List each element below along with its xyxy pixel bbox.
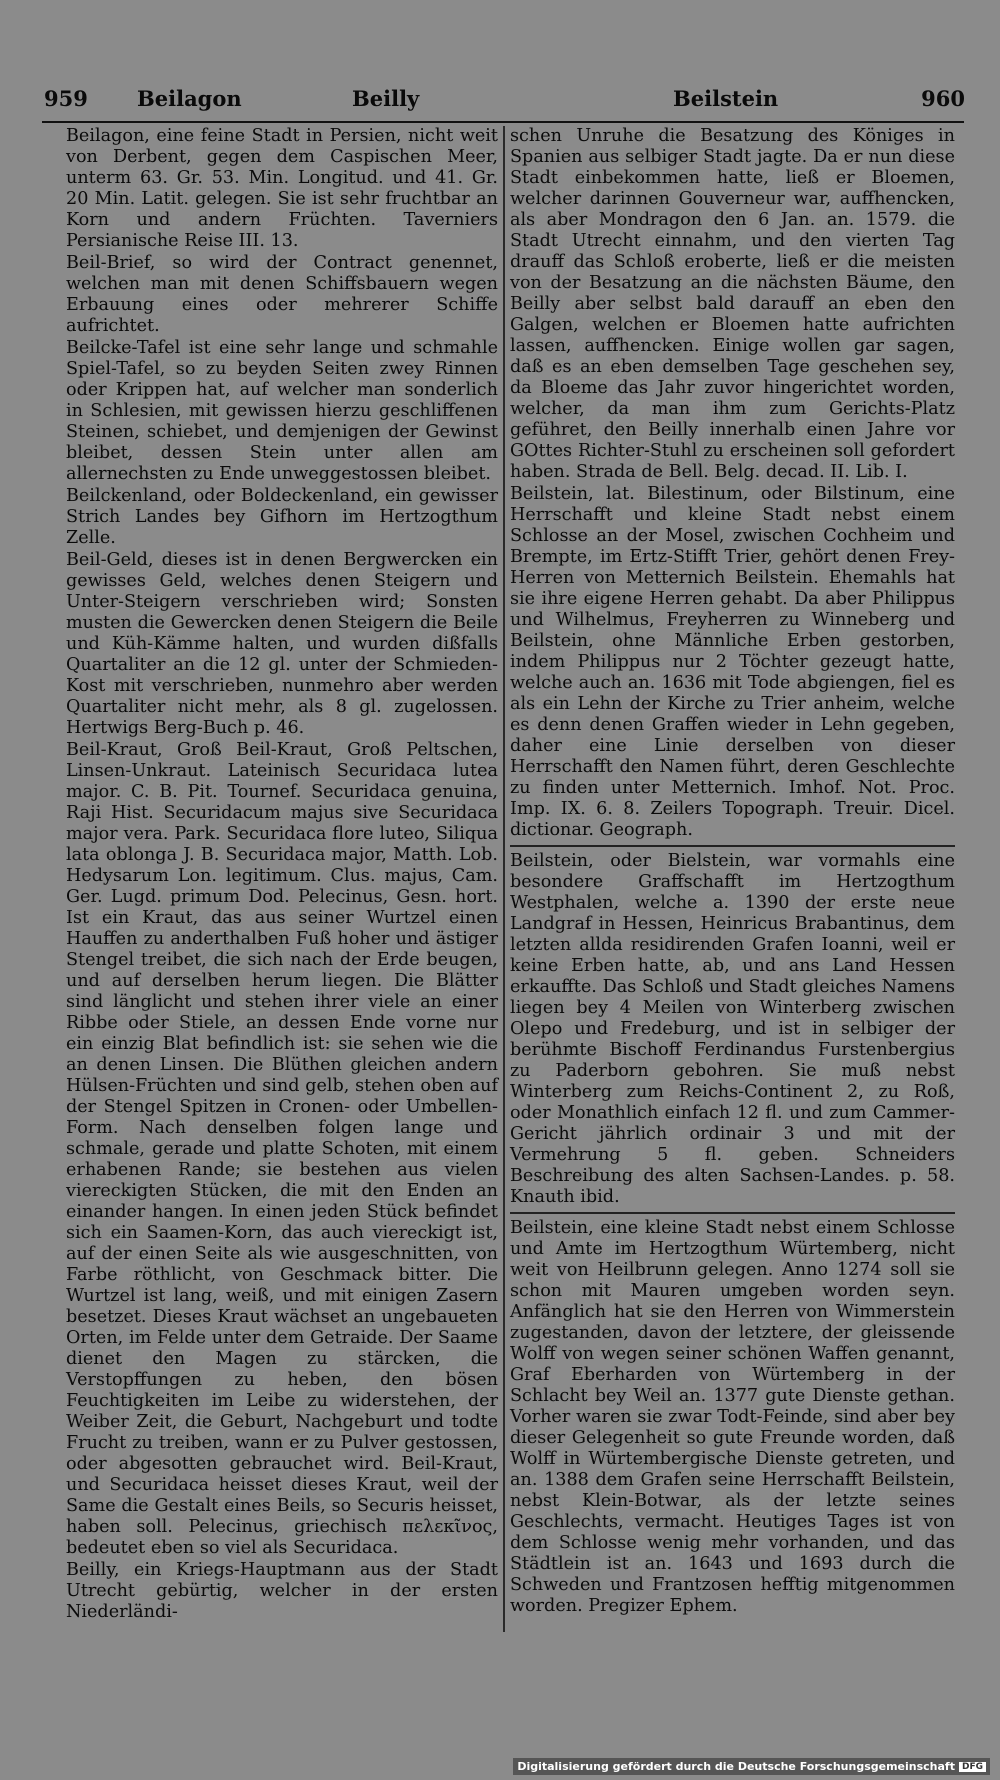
left-column: [66, 126, 498, 1630]
header-rule: [42, 121, 964, 123]
entry-beil-brief: Beil-Brief, so wird der Contract genennet, welchen man mit denen Schiffsbauern wegen Erbauung eines oder mehrerer Schiffe aufrichtet.: [66, 253, 498, 336]
entry-beil-geld: Beil-Geld, dieses ist in denen Bergwercken ein gewisses Geld, welches denen Steigern und Unter-Steigern verschrieben wird; Sonsten musten die Gewercken denen Steigern die Beile und Küh-Kämme halten, und wurden dißfalls Quartaliter an die 12 gl. unter der Schmieden-Kost mit verschrieben, nunmehro aber werden Quartaliter nicht mehr, als 8 gl. zugelossen. Hertwigs Berg-Buch p. 46.: [66, 550, 498, 738]
dfg-logo: DFG: [959, 1762, 986, 1772]
footer-text: Digitalisierung gefördert durch die Deutsche Forschungsgemeinschaft: [517, 1760, 955, 1773]
entry-separator: [510, 1212, 955, 1214]
entry-beilstein-westphalen: Beilstein, oder Bielstein, war vormahls eine besondere Graffschafft im Hertzogthum Westphalen, welche a. 1390 der erste neue Landgraf in Hessen, Heinricus Brabantinus, dem letzten allda residirenden Grafen Ioanni, weil er keine Erben hatte, ab, und ans Land Hessen erkauffte. Das Schloß und Stadt gleiches Namens liegen bey 4 Meilen von Winterberg zwischen Olepo und Fredeburg, und ist in selbiger der berühmte Bischoff Ferdinandus Furstenbergius zu Paderborn gebohren. Sie muß nebst Winterberg zum Reichs-Continent 2, zu Roß, oder Monathlich einfach 12 fl. und zum Cammer-Gericht jährlich ordinair 3 und mit der Vermehrung 5 fl. geben. Schneiders Beschreibung des alten Sachsen-Landes. p. 58. Knauth ibid.: [510, 851, 955, 1207]
column-divider: [503, 126, 505, 1632]
entry-separator: [510, 845, 955, 847]
page-number-right: 960: [921, 86, 965, 111]
entry-beilly: Beilly, ein Kriegs-Hauptmann aus der Stadt Utrecht gebürtig, welcher in der ersten Niederländi-: [66, 1560, 498, 1622]
entry-beilly-continued: schen Unruhe die Besatzung des Königes in Spanien aus selbiger Stadt jagte. Da er nun diese Stadt einbekommen hatte, ließ er Bloemen, welcher darinnen Gouverneur war, auffhencken, als aber Mondragon den 6 Jan. an. 1579. die Stadt Utrecht einnahm, und den vierten Tag drauff das Schloß eroberte, ließ er die meisten von der Besatzung an die nächsten Bäume, den Beilly aber selbst bald darauff an eben den Galgen, welchen er Bloemen hatte aufrichten lassen, auffhencken. Einige wollen gar sagen, daß es an eben demselben Tage geschehen sey, da Bloeme das Jahr zuvor hingerichtet worden, welcher, da man ihm zum Gerichts-Platz geführet, den Beilly innerhalb einen Jahre vor GOttes Richter-Stuhl zu erscheinen soll gefordert haben. Strada de Bell. Belg. decad. II. Lib. I.: [510, 126, 955, 482]
header-keyword-right: Beilstein: [673, 86, 779, 111]
header-keyword-left: Beilagon: [137, 86, 242, 111]
digitization-footer: [513, 1758, 990, 1775]
page-header: [40, 86, 965, 120]
entry-beilcke-tafel: Beilcke-Tafel ist eine sehr lange und schmahle Spiel-Tafel, so zu beyden Seiten zwey Rinnen oder Krippen hat, auf welcher man sonderlich in Schlesien, mit gewissen hierzu geschliffenen Steinen, schiebet, und demjenigen der Gewinst bleibet, dessen Stein unter allen am allernechsten zu Ende unweggestossen bleibet.: [66, 338, 498, 484]
header-keyword-center: Beilly: [352, 86, 420, 111]
entry-beilagon: Beilagon, eine feine Stadt in Persien, nicht weit von Derbent, gegen dem Caspischen Meer, unterm 63. Gr. 53. Min. Longitud. und 41. Gr. 20 Min. Latit. gelegen. Sie ist sehr fruchtbar an Korn und andern Früchten. Taverniers Persianische Reise III. 13.: [66, 126, 498, 251]
entry-beilstein-wuertemberg: Beilstein, eine kleine Stadt nebst einem Schlosse und Amte im Hertzogthum Würtemberg, nicht weit von Heilbrunn gelegen. Anno 1274 soll sie schon mit Mauren umgeben worden seyn. Anfänglich hat sie den Herren von Wimmerstein zugestanden, davon der letztere, der gleissende Wolff von wegen seiner schönen Waffen genannt, Graf Eberharden von Würtemberg in der Schlacht bey Weil an. 1377 gute Dienste gethan. Vorher waren sie zwar Todt-Feinde, sind aber bey dieser Gelegenheit so gute Freunde worden, daß Wolff in Würtembergische Dienste getreten, und an. 1388 dem Grafen seine Herrschafft Beilstein, nebst Klein-Botwar, als der letzte seines Geschlechts, vermacht. Heutiges Tages ist von dem Schlosse wenig mehr vorhanden, und das Städtlein ist an. 1643 und 1693 durch die Schweden und Frantzosen hefftig mitgenommen worden. Pregizer Ephem.: [510, 1218, 955, 1616]
entry-beilckenland: Beilckenland, oder Boldeckenland, ein gewisser Strich Landes bey Gifhorn im Hertzogthum Zelle.: [66, 486, 498, 548]
page-number-left: 959: [44, 86, 88, 111]
right-column: [510, 126, 955, 1630]
entry-beilstein-mosel: Beilstein, lat. Bilestinum, oder Bilstinum, eine Herrschafft und kleine Stadt nebst einem Schlosse an der Mosel, zwischen Cochheim und Brempte, im Ertz-Stifft Trier, gehört denen Frey-Herren von Metternich Beilstein. Ehemahls hat sie ihre eigene Herren gehabt. Da aber Philippus und Wilhelmus, Freyherren zu Winneberg und Beilstein, ohne Männliche Erben gestorben, indem Philippus nur 2 Töchter gezeugt hatte, welche auch an. 1636 mit Tode abgiengen, fiel es als ein Lehn der Kirche zu Trier anheim, welche es denn denen Graffen wieder in Lehn gegeben, daher eine Linie derselben von dieser Herrschafft den Namen führt, deren Geschlechte zu finden unter Metternich. Imhof. Not. Proc. Imp. IX. 6. 8. Zeilers Topograph. Treuir. Dicel. dictionar. Geograph.: [510, 484, 955, 840]
entry-beil-kraut: Beil-Kraut, Groß Beil-Kraut, Groß Peltschen, Linsen-Unkraut. Lateinisch Securidaca lutea major. C. B. Pit. Tournef. Securidaca genuina, Raji Hist. Securidacum majus sive Securidaca major vera. Park. Securidaca flore luteo, Siliqua lata oblonga J. B. Securidaca major, Matth. Lob. Hedysarum Lon. legitimum. Clus. majus, Cam. Ger. Lugd. primum Dod. Pelecinus, Gesn. hort. Ist ein Kraut, das aus seiner Wurtzel einen Hauffen zu anderthalben Fuß hoher und ästiger Stengel treibet, die sich nach der Erde beugen, und auf derselben herum liegen. Die Blätter sind länglicht und stehen ihrer viele an einer Ribbe oder Stiele, an dessen Ende vorne nur ein einzig Blat befindlich ist: sie sehen wie die an denen Linsen. Die Blüthen gleichen andern Hülsen-Früchten und sind gelb, stehen oben auf der Stengel Spitzen in Cronen- oder Umbellen-Form. Nach denselben folgen lange und schmale, gerade und platte Schoten, mit einem erhabenen Rande; sie bestehen aus vielen viereckigten Stücken, die mit den Enden an einander hangen. In einen jeden Stück befindet sich ein Saamen-Korn, das auch viereckigt ist, auf der einen Seite als wie ausgeschnitten, von Farbe röthlicht, von Geschmack bitter. Die Wurtzel ist lang, weiß, und mit einigen Zasern besetzet. Dieses Kraut wächset an ungebaueten Orten, im Felde unter dem Getraide. Der Saame dienet den Magen zu stärcken, die Verstopffungen zu heben, den bösen Feuchtigkeiten im Leibe zu widerstehen, der Weiber Zeit, die Geburt, Nachgeburt und todte Frucht zu treiben, wann er zu Pulver gestossen, oder abgesotten gebrauchet wird. Beil-Kraut, und Securidaca heisset dieses Kraut, weil der Same die Gestalt eines Beils, so Securis heisset, haben soll. Pelecinus, griechisch πελεκῖνος, bedeutet eben so viel als Securidaca.: [66, 740, 498, 1558]
